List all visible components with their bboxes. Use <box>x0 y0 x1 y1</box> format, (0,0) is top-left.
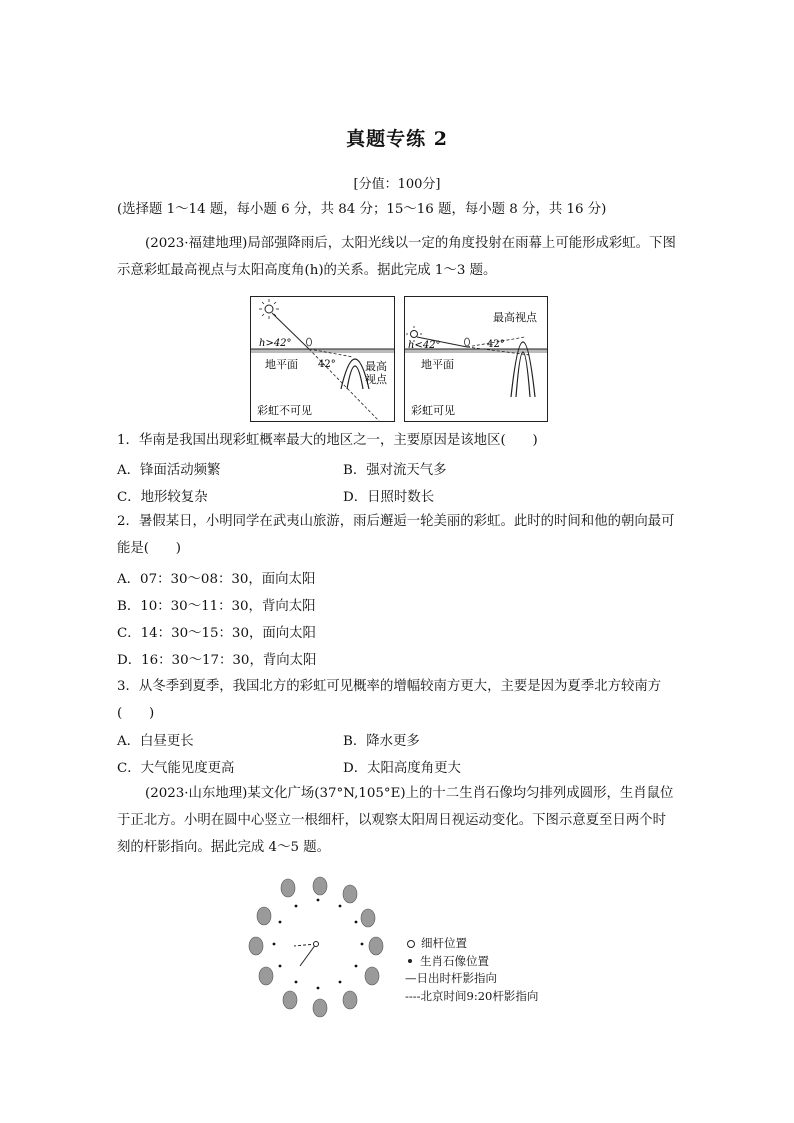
zodiac-statue <box>313 877 327 895</box>
zodiac-statue <box>259 967 273 985</box>
ground-label-left: 地平面 <box>265 358 298 371</box>
angle-label-left: 42° <box>318 359 336 370</box>
q2-stem: 2．暑假某日，小明同学在武夷山旅游，雨后邂逅一轮美丽的彩虹。此时的时间和他的朝向最可能是( ) <box>117 514 675 556</box>
q2-option-a[interactable]: A．07：30～08：30，面向太阳 <box>117 572 316 587</box>
top-label-right: 最高视点 <box>493 311 537 324</box>
zodiac-statue <box>343 885 357 903</box>
zodiac-statue <box>343 991 357 1009</box>
figure-legend <box>405 935 538 1005</box>
page-title: 真题专练 2 <box>346 128 448 150</box>
zodiac-statue <box>283 991 297 1009</box>
h-label-right: h<42° <box>408 340 441 351</box>
q3-stem-line2: ( ) <box>117 706 155 721</box>
figure-panel-visible <box>404 296 548 422</box>
q3-option-d[interactable]: D．太阳高度角更大 <box>343 761 461 776</box>
figure-panel-invisible <box>250 296 395 422</box>
legend-pole: 细杆位置 <box>421 936 467 950</box>
zodiac-statue <box>361 909 375 927</box>
q1-option-b[interactable]: B．强对流天气多 <box>343 463 447 478</box>
q3-stem-line1: 3．从冬季到夏季，我国北方的彩虹可见概率的增幅较南方更大，主要是因为夏季北方较南方 <box>117 679 662 694</box>
top-label-left-1: 最高 <box>365 360 387 373</box>
legend-statue: 生肖石像位置 <box>420 953 489 968</box>
ground-label-right: 地平面 <box>421 358 454 371</box>
angle-label-right: 42° <box>487 339 505 350</box>
q3-option-c[interactable]: C．大气能见度更高 <box>117 761 235 776</box>
intro-passage-2: (2023·山东地理)某文化广场(37°N,105°E)上的十二生肖石像均匀排列成圆形，生肖鼠位于正北方。小明在圆中心竖立一根细杆，以观察太阳周日视运动变化。下图示意夏至日两个时刻的杆影指向。据此完成 4～5 题。 <box>117 786 674 855</box>
intro-passage-1: (2023·福建地理)局部强降雨后，太阳光线以一定的角度投射在雨幕上可能形成彩虹。下图示意彩虹最高视点与太阳高度角(h)的关系。据此完成 1～3 题。 <box>117 236 676 278</box>
q1-option-c[interactable]: C．地形较复杂 <box>117 490 208 505</box>
q1-stem: 1．华南是我国出现彩虹概率最大的地区之一，主要原因是该地区( ) <box>117 433 538 448</box>
h-label-left: h>42° <box>259 338 292 349</box>
zodiac-statue <box>281 879 295 897</box>
top-label-left-2: 视点 <box>365 373 387 386</box>
q1-option-a[interactable]: A．锋面活动频繁 <box>117 463 221 478</box>
zodiac-statue <box>313 999 327 1017</box>
q2-option-c[interactable]: C．14：30～15：30，面向太阳 <box>117 626 316 641</box>
q3-option-a[interactable]: A．白昼更长 <box>117 734 194 749</box>
instructions: (选择题 1～14 题，每小题 6 分，共 84 分；15～16 题，每小题 8 分，共 16 分) <box>117 202 607 217</box>
pole-marker <box>314 942 319 947</box>
legend-sunrise: —日出时杆影指向 <box>405 971 497 985</box>
zodiac-statue <box>365 967 379 985</box>
q2-option-b[interactable]: B．10：30～11：30，背向太阳 <box>117 599 316 614</box>
score-info: [分值：100分] <box>353 177 441 192</box>
legend-beijing: ----北京时间9:20杆影指向 <box>405 988 539 1003</box>
beijing-920-shadow-line <box>294 944 316 946</box>
zodiac-statue <box>369 937 383 955</box>
caption-left: 彩虹不可见 <box>257 404 312 417</box>
zodiac-statue <box>249 937 263 955</box>
q1-option-d[interactable]: D．日照时数长 <box>343 490 435 505</box>
zodiac-circle-figure <box>244 870 384 1018</box>
rainbow-figure <box>250 296 546 422</box>
sunrise-shadow-line <box>300 944 316 966</box>
zodiac-statue <box>257 907 271 925</box>
caption-right: 彩虹可见 <box>411 404 455 417</box>
q2-option-d[interactable]: D．16：30～17：30，背向太阳 <box>117 653 317 668</box>
q3-option-b[interactable]: B．降水更多 <box>343 734 420 749</box>
